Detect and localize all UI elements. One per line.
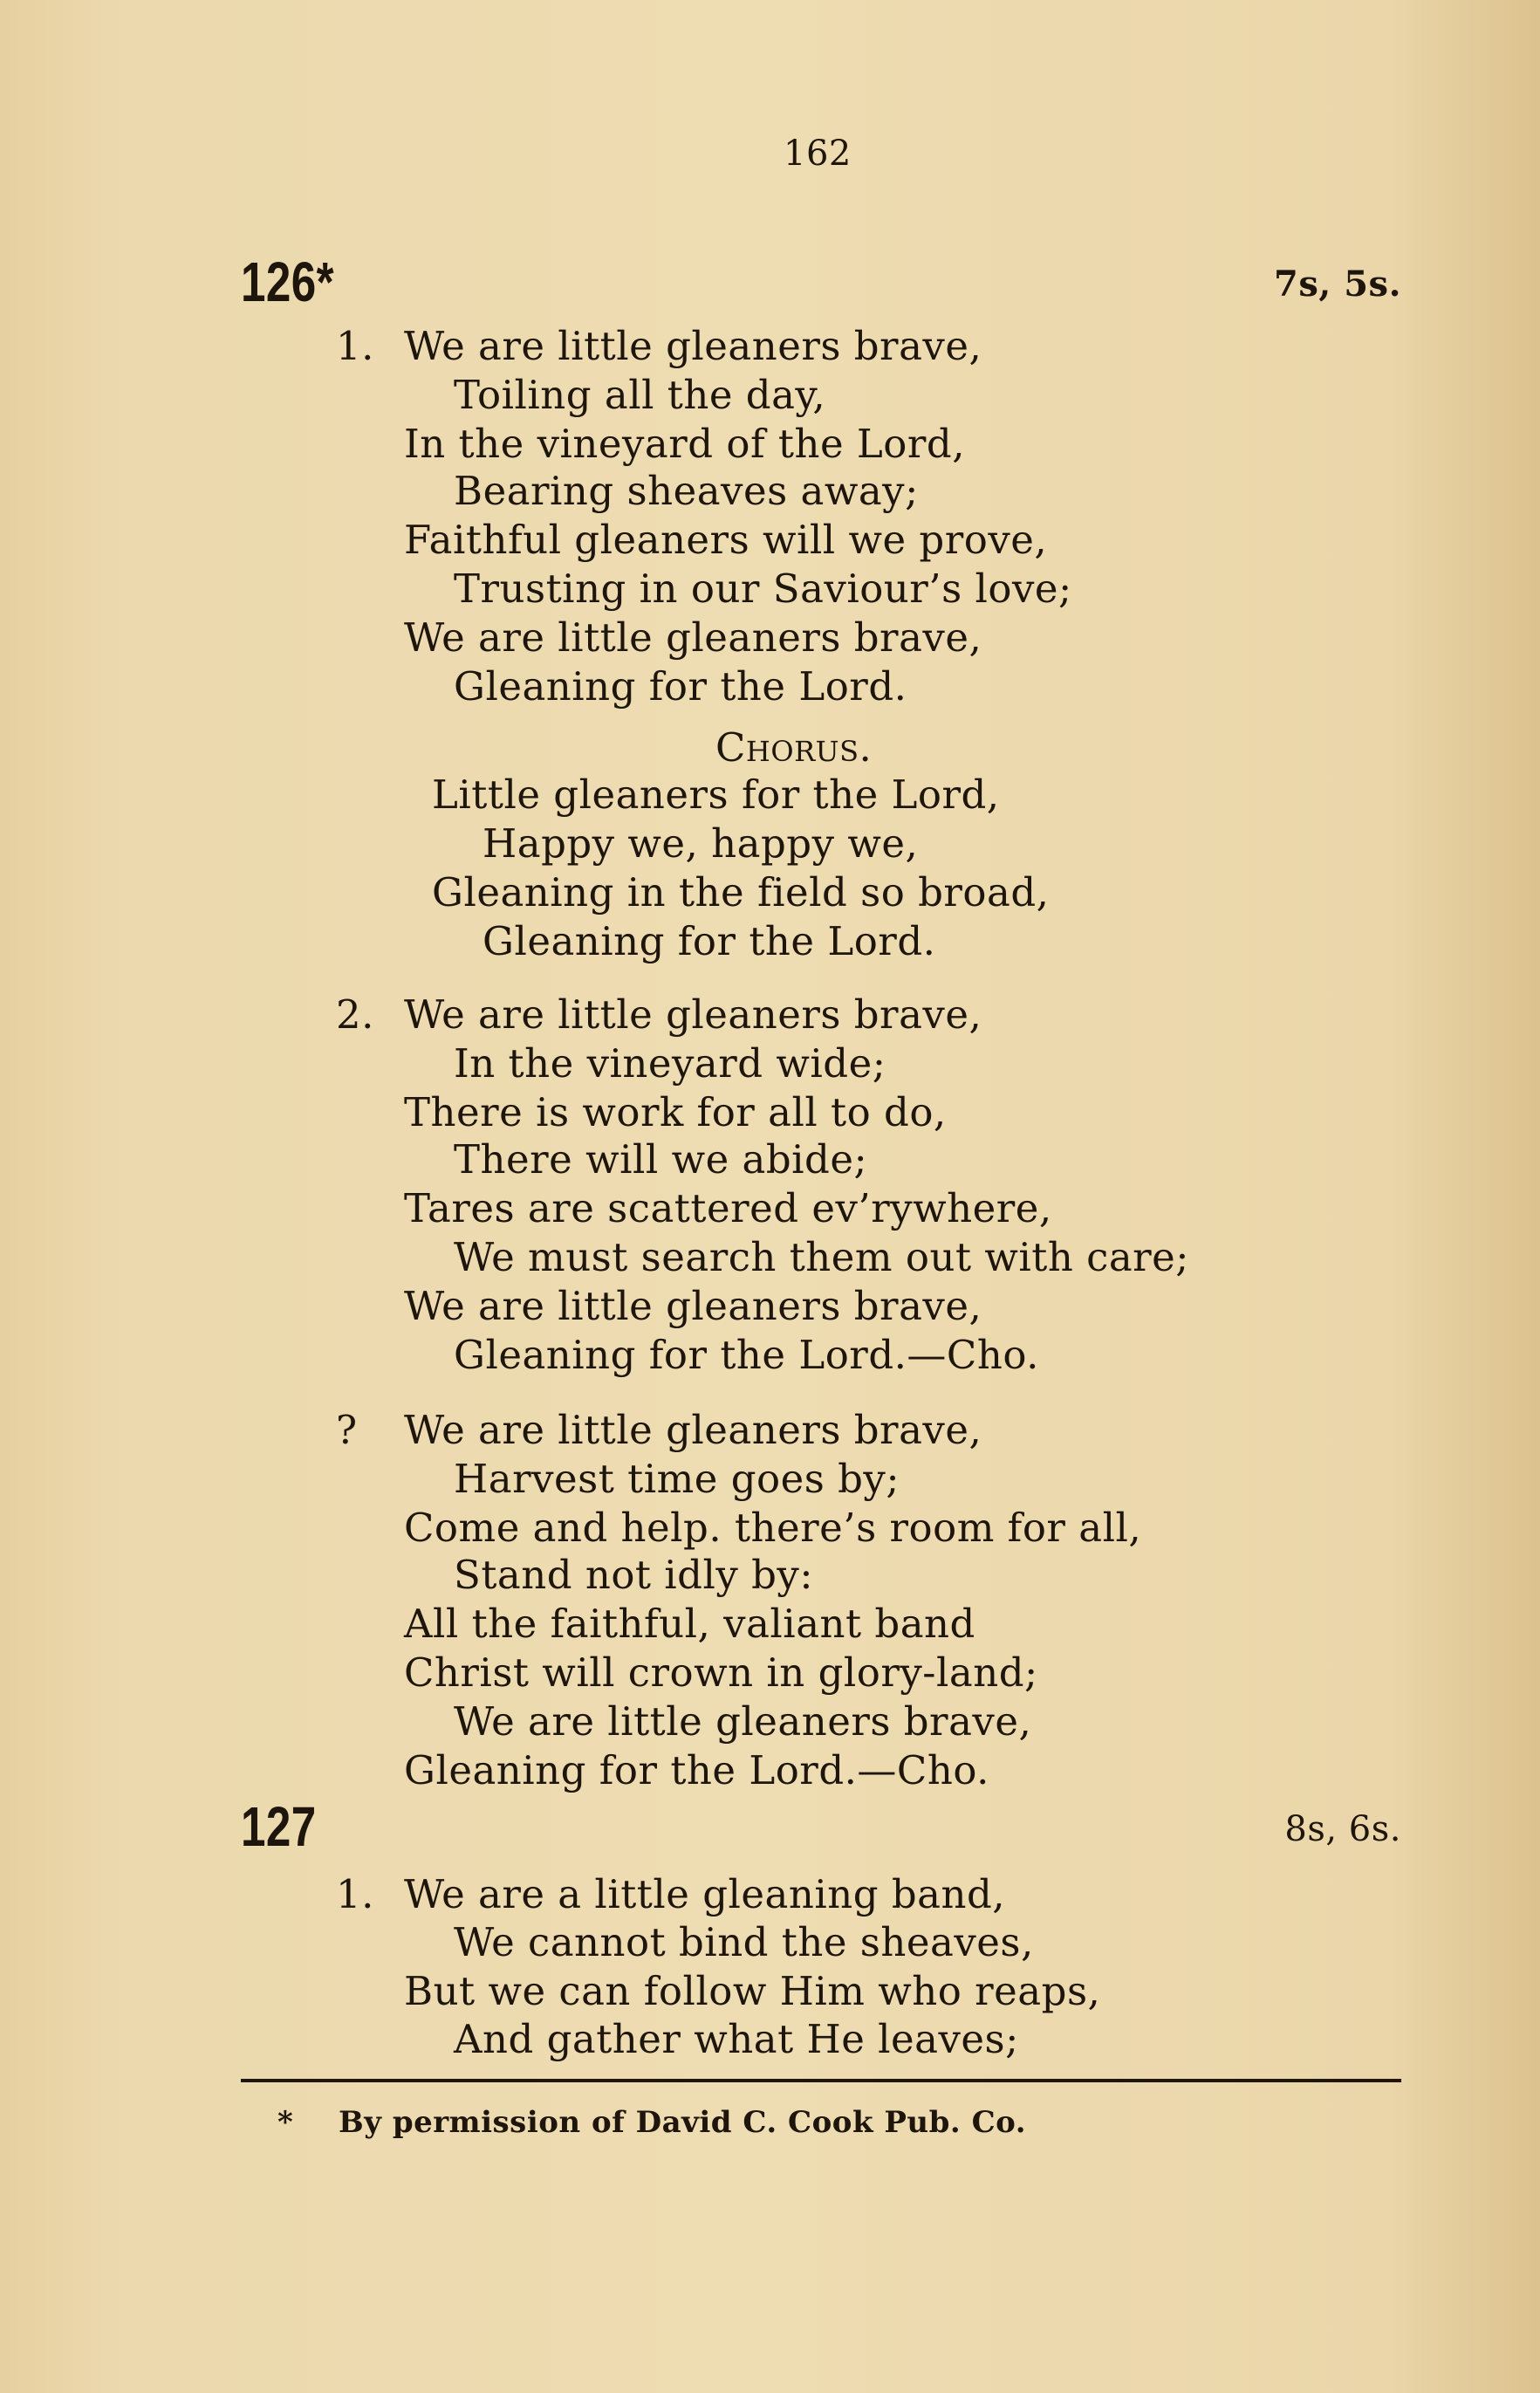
verse-line: Bearing sheaves away; — [454, 468, 919, 514]
verse-number: 1. — [336, 1871, 374, 1917]
verse-line: In the vineyard of the Lord, — [404, 421, 966, 467]
verse-line: Come and help. there’s room for all, — [404, 1505, 1142, 1551]
verse-line: Faithful gleaners will we prove, — [404, 517, 1048, 563]
hymn-number: 126* — [241, 250, 334, 313]
verse-line: But we can follow Him who reaps, — [404, 1968, 1101, 2014]
verse-number: ? — [336, 1407, 358, 1453]
verse-line: Harvest time goes by; — [454, 1456, 900, 1502]
verse-line: We are little gleaners brave, — [404, 1407, 982, 1453]
verse-number: 2. — [336, 991, 374, 1038]
footnote-text: By permission of David C. Cook Pub. Co. — [339, 2105, 1027, 2140]
footnote-divider — [241, 2079, 1401, 2082]
page-number: 162 — [784, 134, 852, 174]
chorus-line: Little gleaners for the Lord, — [432, 771, 1000, 818]
hymn-meter: 8s, 6s. — [1284, 1809, 1401, 1849]
verse-line: There will we abide; — [454, 1136, 868, 1183]
verse-line: Gleaning for the Lord.—Cho. — [454, 1332, 1039, 1378]
verse-line: We are little gleaners brave, — [454, 1698, 1032, 1745]
verse-line: We are little gleaners brave, — [404, 323, 982, 369]
chorus-line: Gleaning for the Lord. — [483, 918, 936, 964]
footnote-mark: * — [277, 2105, 294, 2140]
verse-line: And gather what He leaves; — [454, 2016, 1019, 2062]
hymn-number: 127 — [241, 1795, 317, 1858]
verse-line: We cannot bind the sheaves, — [454, 1919, 1034, 1965]
verse-line: There is work for all to do, — [404, 1089, 947, 1135]
verse-line: In the vineyard wide; — [454, 1040, 886, 1087]
verse-line: All the faithful, valiant band — [404, 1601, 975, 1647]
verse-line: Tares are scattered ev’rywhere, — [404, 1185, 1052, 1231]
verse-line: Gleaning for the Lord.—Cho. — [404, 1747, 989, 1793]
verse-line: Trusting in our Saviour’s love; — [454, 566, 1072, 612]
chorus-heading: Chorus. — [715, 724, 873, 771]
hymn-meter: 7s, 5s. — [1274, 264, 1401, 305]
verse-line: We are little gleaners brave, — [404, 991, 982, 1038]
verse-line: Christ will crown in glory-land; — [404, 1649, 1038, 1696]
verse-line: We are little gleaners brave, — [404, 614, 982, 661]
verse-line: Gleaning for the Lord. — [454, 663, 907, 710]
chorus-line: Happy we, happy we, — [483, 820, 919, 867]
verse-line: Stand not idly by: — [454, 1552, 814, 1598]
chorus-line: Gleaning in the field so broad, — [432, 869, 1050, 915]
verse-number: 1. — [336, 323, 374, 369]
verse-line: We must search them out with care; — [454, 1234, 1189, 1280]
verse-line: We are little gleaners brave, — [404, 1283, 982, 1329]
verse-line: Toiling all the day, — [454, 372, 826, 418]
verse-line: We are a little gleaning band, — [404, 1871, 1006, 1917]
